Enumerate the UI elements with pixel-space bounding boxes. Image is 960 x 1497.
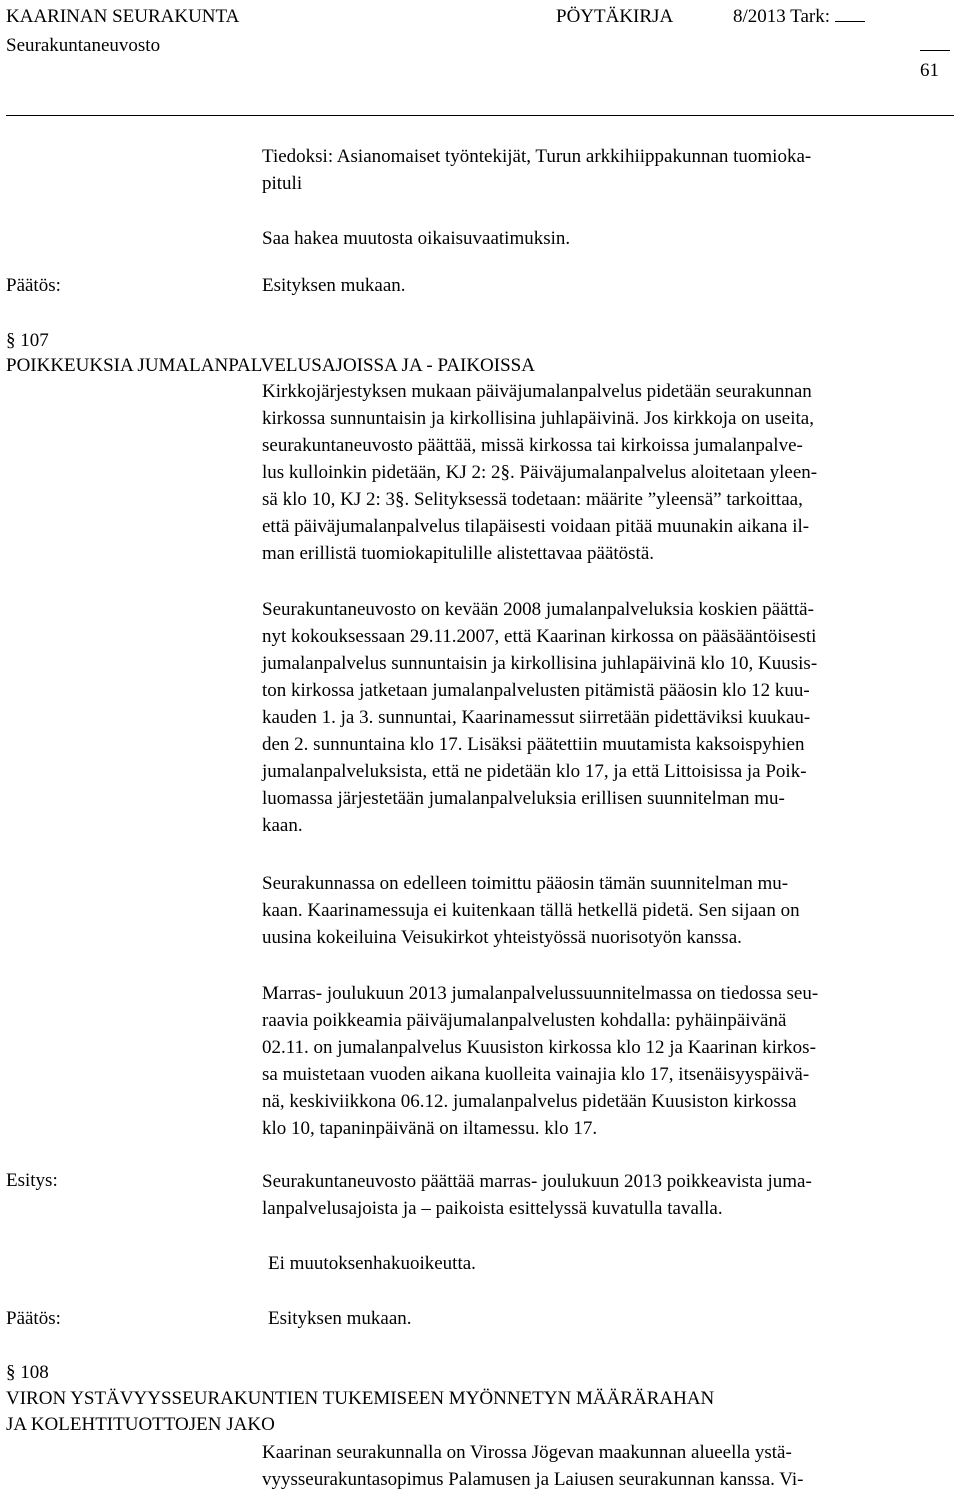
paragraph-1 bbox=[262, 1439, 803, 1493]
paragraph-1 bbox=[262, 378, 817, 567]
proposal-line: lanpalvelusajoista ja – paikoista esittelyssä kuvatulla tavalla. bbox=[262, 1198, 723, 1219]
paragraph-line: uusina kokeiluina Veisukirkot yhteistyössä nuorisotyön kanssa. bbox=[262, 927, 742, 948]
paragraph-line: kaan. Kaarinamessuja ei kuitenkaan tällä hetkellä pidetä. Sen sijaan on bbox=[262, 900, 800, 921]
paragraph-line: seurakuntaneuvosto päättää, missä kirkossa tai kirkoissa jumalanpalve- bbox=[262, 435, 803, 456]
section-title bbox=[6, 1386, 714, 1438]
decision-text: Esityksen mukaan. bbox=[262, 275, 406, 296]
paragraph-line: nyt kokouksessaan 29.11.2007, että Kaarinan kirkossa on pääsääntöisesti bbox=[262, 626, 817, 647]
paragraph-2 bbox=[262, 596, 817, 839]
notice-line: Tiedoksi: Asianomaiset työntekijät, Turun arkkihiippakunnan tuomioka- bbox=[262, 146, 812, 167]
no-appeal-note: Ei muutoksenhakuoikeutta. bbox=[268, 1253, 476, 1274]
paragraph-line: Seurakunnassa on edelleen toimittu pääosin tämän suunnitelman mu- bbox=[262, 873, 789, 894]
doc-number-label: 8/2013 Tark: bbox=[733, 6, 831, 27]
paragraph-line: vyysseurakuntasopimus Palamusen ja Laiusen seurakunnan kanssa. Vi- bbox=[262, 1469, 804, 1490]
paragraph-line: sä klo 10, KJ 2: 3§. Selityksessä todetaan: määrite ”yleensä” tarkoittaa, bbox=[262, 489, 803, 510]
paragraph-4 bbox=[262, 980, 818, 1142]
proposal-text bbox=[262, 1168, 812, 1222]
paragraph-line: jumalanpalvelus sunnuntaisin ja kirkollisina juhlapäivinä klo 10, Kuusis- bbox=[262, 653, 818, 674]
decision-text: Esityksen mukaan. bbox=[268, 1308, 412, 1329]
paragraph-line: ton kirkossa jatketaan jumalanpalvelusten pitämistä pääosin klo 12 kuu- bbox=[262, 680, 810, 701]
paragraph-line: man erillistä tuomiokapitulille alistettavaa päätöstä. bbox=[262, 543, 655, 564]
check-blank bbox=[835, 4, 865, 22]
paragraph-line: Kaarinan seurakunnalla on Virossa Jögevan maakunnan alueella ystä- bbox=[262, 1442, 792, 1463]
org-name: KAARINAN SEURAKUNTA bbox=[6, 6, 240, 27]
paragraph-3 bbox=[262, 870, 800, 951]
title-line: JA KOLEHTITUOTTOJEN JAKO bbox=[6, 1414, 275, 1435]
paragraph-line: den 2. sunnuntaina klo 17. Lisäksi päätettiin muutamista kaksoispyhien bbox=[262, 734, 805, 755]
paragraph-line: Seurakuntaneuvosto on kevään 2008 jumalanpalveluksia koskien päättä- bbox=[262, 599, 814, 620]
signature-blank bbox=[920, 33, 950, 59]
paragraph-line: raavia poikkeamia päiväjumalanpalvelusten kohdalla: pyhäinpäivänä bbox=[262, 1010, 787, 1031]
paragraph-line: Marras- joulukuun 2013 jumalanpalvelussuunnitelmassa on tiedossa seu- bbox=[262, 983, 819, 1004]
doc-type: PÖYTÄKIRJA bbox=[556, 6, 674, 27]
paragraph-line: luomassa järjestetään jumalanpalveluksia erillisen suunnitelman mu- bbox=[262, 788, 785, 809]
paragraph-line: lus kulloinkin pidetään, KJ 2: 2§. Päiväjumalanpalvelus aloitetaan yleen- bbox=[262, 462, 818, 483]
paragraph-line: klo 10, tapaninpäivänä on iltamessu. klo 17. bbox=[262, 1118, 598, 1139]
proposal-line: Seurakuntaneuvosto päättää marras- joulukuun 2013 poikkeavista juma- bbox=[262, 1171, 812, 1192]
notice-block bbox=[262, 143, 811, 197]
paragraph-line: kaan. bbox=[262, 815, 303, 836]
notice-line: pituli bbox=[262, 173, 303, 194]
paragraph-line: kauden 1. ja 3. sunnuntai, Kaarinamessut siirretään pidettäviksi kuukau- bbox=[262, 707, 811, 728]
appeal-note: Saa hakea muutosta oikaisuvaatimuksin. bbox=[262, 228, 571, 249]
section-number: § 108 bbox=[6, 1362, 49, 1383]
paragraph-line: Kirkkojärjestyksen mukaan päiväjumalanpalvelus pidetään seurakunnan bbox=[262, 381, 812, 402]
paragraph-line: kirkossa sunnuntaisin ja kirkollisina juhlapäivinä. Jos kirkkoja on useita, bbox=[262, 408, 814, 429]
decision-label: Päätös: bbox=[6, 1308, 61, 1329]
doc-number bbox=[733, 4, 865, 30]
paragraph-line: sa muistetaan vuoden aikana kuolleita vainajia klo 17, itsenäisyyspäivä- bbox=[262, 1064, 810, 1085]
paragraph-line: 02.11. on jumalanpalvelus Kuusiston kirkossa klo 12 ja Kaarinan kirkos- bbox=[262, 1037, 816, 1058]
page-number: 61 bbox=[920, 60, 939, 81]
section-title: POIKKEUKSIA JUMALANPALVELUSAJOISSA JA - PAIKOISSA bbox=[6, 355, 535, 376]
paragraph-line: että päiväjumalanpalvelus tilapäisesti voidaan pitää muunakin aikana il- bbox=[262, 516, 810, 537]
paragraph-line: jumalanpalveluksista, että ne pidetään klo 17, ja että Littoisissa ja Poik- bbox=[262, 761, 807, 782]
header-rule bbox=[6, 115, 954, 116]
proposal-label: Esitys: bbox=[6, 1170, 58, 1191]
body-name: Seurakuntaneuvosto bbox=[6, 35, 161, 56]
decision-label: Päätös: bbox=[6, 275, 61, 296]
paragraph-line: nä, keskiviikkona 06.12. jumalanpalvelus pidetään Kuusiston kirkossa bbox=[262, 1091, 797, 1112]
title-line: VIRON YSTÄVYYSSEURAKUNTIEN TUKEMISEEN MYÖNNETYN MÄÄRÄRAHAN bbox=[6, 1388, 715, 1409]
section-number: § 107 bbox=[6, 330, 49, 351]
